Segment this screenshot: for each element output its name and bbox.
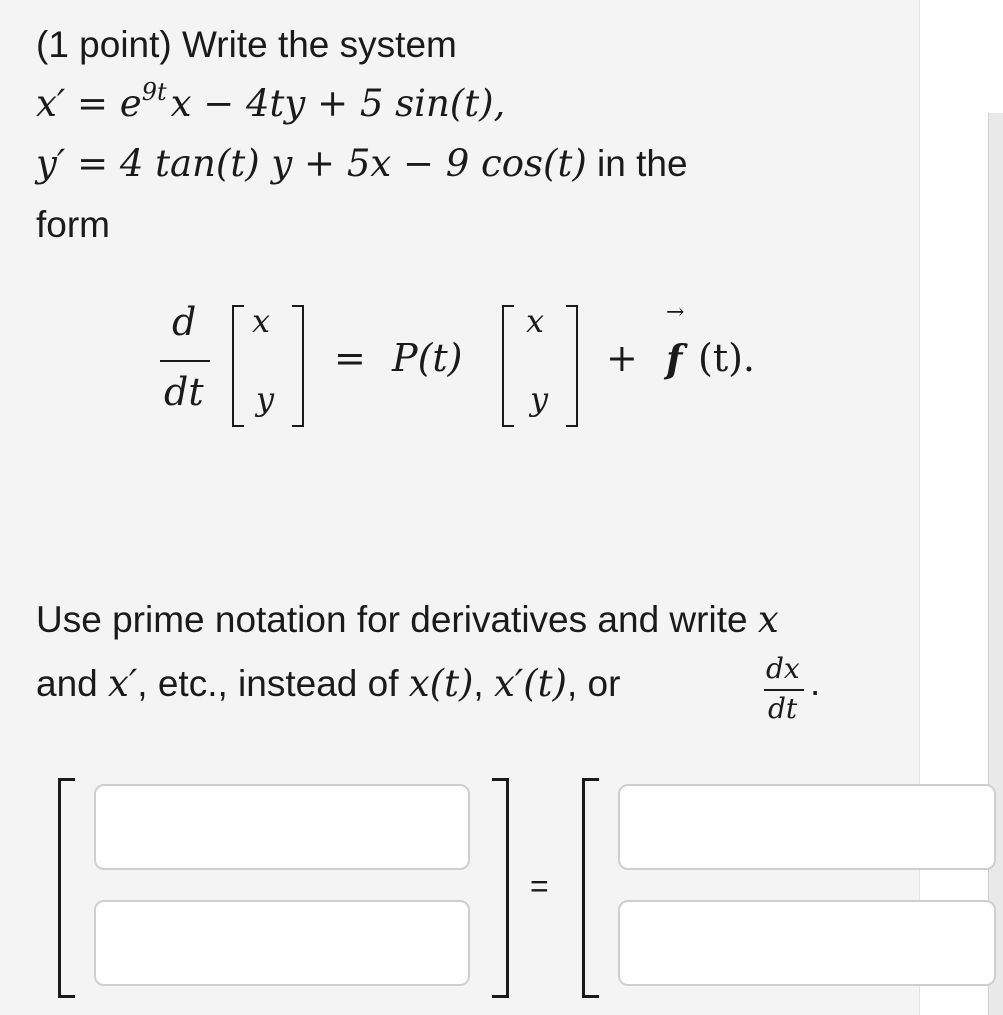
instr-comma: , — [473, 663, 494, 704]
frac-dt: dt — [164, 370, 204, 414]
f-args: (t). — [698, 336, 755, 380]
answer-right-bracket — [492, 778, 509, 998]
display-equals: = — [334, 336, 366, 380]
instr-text-1: Use prime notation for derivatives and write — [36, 599, 758, 640]
instruction-line-2 — [36, 662, 620, 705]
eq1-exponent: 9t — [141, 78, 167, 106]
vec2-y: y — [530, 380, 549, 418]
right-bracket-2 — [566, 305, 578, 427]
form-word: form — [36, 204, 110, 245]
right-bracket — [292, 305, 304, 427]
equation-x-prime — [36, 78, 506, 125]
instr-frac-dx: dx — [766, 652, 800, 685]
instr-var-x: x — [757, 598, 779, 641]
eq2-math: y′ = 4 tan(t) y + 5x − 9 cos(t) — [36, 142, 587, 185]
rhs-top-input[interactable] — [618, 784, 996, 870]
left-bracket — [232, 305, 244, 427]
instr-fraction-bar — [764, 689, 804, 691]
instr-period: . — [810, 662, 821, 703]
frac-d: d — [172, 300, 197, 344]
vec-x: x — [252, 302, 271, 340]
equation-y-prime — [36, 142, 688, 185]
rhs-bottom-input[interactable] — [618, 900, 996, 986]
eq1-lhs: x′ = e — [36, 82, 142, 125]
instr-or: , or — [566, 663, 621, 704]
answer-equals: = — [530, 868, 549, 904]
instr-and: and — [36, 663, 109, 704]
matrix-P: P(t) — [392, 336, 463, 380]
instr-x-of-t: x(t) — [408, 662, 474, 705]
instruction-line-1 — [36, 598, 779, 641]
lhs-bottom-input[interactable] — [94, 900, 470, 986]
fraction-bar — [160, 360, 210, 362]
eq1-rhs: x − 4ty + 5 sin(t), — [170, 82, 506, 125]
instr-x-prime-of-t: x′(t) — [493, 662, 567, 705]
answer-left-bracket — [58, 778, 75, 998]
vector-f: f — [666, 336, 683, 381]
problem-intro: (1 point) Write the system — [36, 24, 457, 65]
instr-etc: , etc., instead of — [137, 663, 409, 704]
lhs-top-input[interactable] — [94, 784, 470, 870]
instr-x-prime: x′ — [108, 662, 138, 705]
eq2-suffix: in the — [586, 143, 688, 184]
vector-arrow-icon: → — [666, 300, 685, 325]
vec-y: y — [256, 380, 275, 418]
answer-rhs-left-bracket — [582, 778, 599, 998]
display-plus: + — [606, 336, 638, 380]
left-bracket-2 — [502, 305, 514, 427]
instr-frac-dt: dt — [768, 692, 798, 725]
vec2-x: x — [526, 302, 545, 340]
vertical-scrollbar[interactable] — [988, 113, 1003, 1015]
